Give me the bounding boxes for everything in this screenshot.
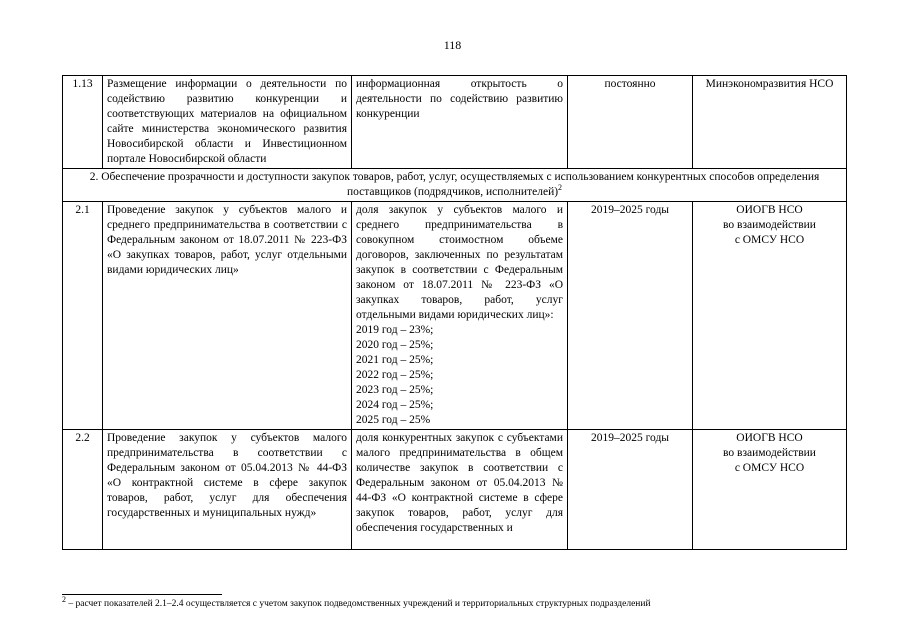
target-value-line: 2022 год – 25%; (356, 369, 434, 381)
executor-line: с ОМСУ НСО (734, 462, 805, 474)
section-heading-row (63, 169, 847, 202)
footnote-reference: 2 (558, 183, 563, 193)
executor-line: во взаимодействии (723, 219, 816, 231)
executor-line: с ОМСУ НСО (734, 234, 805, 246)
measure-description: Проведение закупок у субъектов малого предпринимательства в соответствии с Федеральным законом от 05.04.2013 № 44-ФЗ «О контрактной системе в сфере закупок товаров, работ, услуг для обеспечения государственных и муниципальных нужд» (103, 430, 352, 550)
table-row (63, 76, 847, 169)
footnote (62, 594, 862, 610)
executor-line: ОИОГВ НСО (736, 432, 803, 444)
footnote-separator (62, 594, 222, 595)
target-value-line: 2024 год – 25%; (356, 399, 434, 411)
footnote-text: – расчет показателей 2.1–2.4 осуществляется с учетом закупок подведомственных учреждений и территориальных структурных подразделений (66, 599, 651, 609)
target-value-line: 2021 год – 25%; (356, 354, 434, 366)
row-number: 2.1 (63, 202, 103, 430)
target-value-line: 2019 год – 23%; (356, 324, 434, 336)
measure-executor (693, 430, 847, 550)
section-heading (63, 169, 847, 202)
measure-indicator: информационная открытость о деятельности по содействию развитию конкуренции (352, 76, 568, 169)
measure-description: Проведение закупок у субъектов малого и среднего предпринимательства в соответствии с Федеральным законом от 18.07.2011 № 223-ФЗ «О закупках товаров, работ, услуг отдельными видами юридических лиц» (103, 202, 352, 430)
row-number: 2.2 (63, 430, 103, 550)
measure-term: 2019–2025 годы (568, 202, 693, 430)
indicator-text: доля закупок у субъектов малого и среднего предпринимательства в совокупном стоимостном объеме договоров, заключенных по результатам закупок в соответствии с Федеральным законом от 18.07.2011 № 223-ФЗ «О закупках товаров, работ, услуг отдельными видами юридических лиц»: (356, 204, 563, 321)
target-value-line: 2020 год – 25%; (356, 339, 434, 351)
table-row (63, 202, 847, 430)
measure-indicator (352, 430, 568, 550)
indicator-text: доля конкурентных закупок с субъектами малого предпринимательства в общем количестве закупок в соответствии с Федеральным законом от 05.04.2013 № 44-ФЗ «О контрактной системе в сфере закупок товаров, работ, услуг для обеспечения государственных и (356, 432, 563, 534)
target-value-line: 2025 год – 25% (356, 414, 431, 426)
measure-executor (693, 202, 847, 430)
measures-table (62, 75, 847, 550)
measure-indicator (352, 202, 568, 430)
footnote-mark: 2 (62, 594, 66, 604)
page-number: 118 (443, 38, 462, 52)
measure-term: 2019–2025 годы (568, 430, 693, 550)
executor-line: ОИОГВ НСО (736, 204, 803, 216)
measure-executor: Минэкономразвития НСО (693, 76, 847, 169)
target-value-line: 2023 год – 25%; (356, 384, 434, 396)
executor-line: во взаимодействии (723, 447, 816, 459)
table-row (63, 430, 847, 550)
section-title: 2. Обеспечение прозрачности и доступности закупок товаров, работ, услуг, осуществляемых с использованием конкурентных способов определения поставщиков (подрядчиков, исполнителей) (89, 171, 820, 198)
row-number: 1.13 (63, 76, 103, 169)
measure-term: постоянно (568, 76, 693, 169)
measure-description: Размещение информации о деятельности по содействию развитию конкуренции и соответствующих материалов на официальном сайте министерства экономического развития Новосибирской области и Инвестиционном портале Новосибирской области (103, 76, 352, 169)
